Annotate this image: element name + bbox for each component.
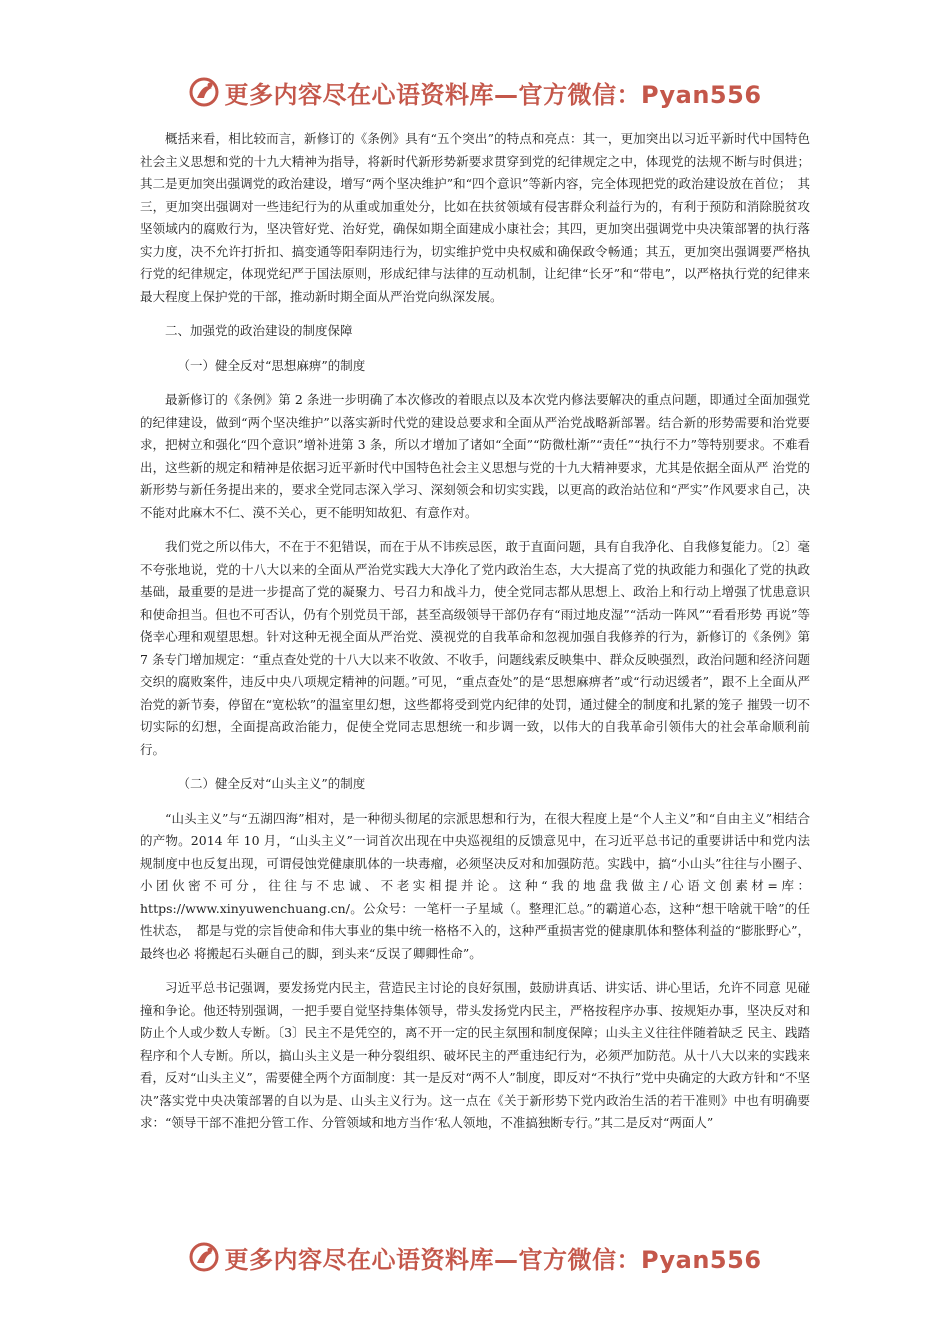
paragraph: 概括来看，相比较而言，新修订的《条例》具有“五个突出”的特点和亮点：其一，更加突出以习近平新时代中国特色社会主义思想和党的十九大精神为指导，将新时代新形势新要求贯穿到党的纪律规定之中，体现党的法规不断与时俱进；其二是更加突出强调党的政治建设，增写“两个坚决维护”和“四个意识”等新内容，完全体现把党的政治建设放在首位； 其三，更加突出强调对一些违纪行为的从重或加重处分，比如在扶贫领域有侵害群众利益行为的，有利于预防和消除脱贫攻坚领域内的腐败行为，坚决管好党、治好党，确保如期全面建成小康社会；其四，更加突出强调党中央决策部署的执行落实力度，决不允许打折扣、搞变通等阳奉阴违行为，切实维护党中央权威和确保政令畅通；其五，更加突出强调要严格执行党的纪律规定，体现党纪严于国法原则，形成纪律与法律的互动机制，让纪律“长牙”和“带电”，以严格执行党的纪律来最大程度上保护党的干部，推动新时期全面从严治党向纵深发展。 (140, 131, 810, 304)
paragraph: 习近平总书记强调，要发扬党内民主，营造民主讨论的良好氛围，鼓励讲真话、讲实话、讲心里话，允许不同意 见碰撞和争论。他还特别强调，一把手要自觉坚持集体领导，带头发扬党内民主，严格按程序办事、按规矩办事，坚决反对和防止个人或少数人专断。〔3〕民主不是凭空的，离不开一定的民主氛围和制度保障；山头主义往往伴随着缺乏 民主、践踏程序和个人专断。所以，搞山头主义是一种分裂组织、破坏民主的严重违纪行为，必须严加防范。从十八大以来的实践来看，反对“山头主义”，需要健全两个方面制度：其一是反对“两不人”制度，即反对“不执行”党中央确定的大政方针和“不坚决”落实党中央决策部署的自以为是、山头主义行为。这一点在《关于新形势下党内政治生活的若干准则》中也有明确要求：“领导干部不准把分管工作、分管领域和地方当作‘私人领地，不准搞独断专行。”其二是反对“两面人” (140, 980, 810, 1130)
paragraph: 我们党之所以伟大，不在于不犯错误，而在于从不讳疾忌医，敢于直面问题，具有自我净化、自我修复能力。〔2〕毫不夸张地说，党的十八大以来的全面从严治党实践大大净化了党内政治生态，大大提高了党的执政能力和强化了党的执政基础，最重要的是进一步提高了党的凝聚力、号召力和战斗力，使全党同志都从思想上、政治上和行动上增强了忧患意识和使命担当。但也不可否认，仍有个别党员干部，甚至高级领导干部仍存有“雨过地皮湿”“活动一阵风”“看看形势 再说”等侥幸心理和观望思想。针对这种无视全面从严治党、漠视党的自我革命和忽视加强自我修养的行为，新修订的《条例》第 7 条专门增加规定：“重点查处党的十八大以来不收敛、不收手，问题线索反映集中、群众反映强烈，政治问题和经济问题交织的腐败案件，违反中央八项规定精神的问题。”可见，“重点查处”的是“思想麻痹者”或“行动迟缓者”，跟不上全面从严治党的新节奏，停留在“宽松软”的温室里幻想，这些都将受到党内纪律的处罚，通过健全的制度和扎紧的笼子 摧毁一切不切实际的幻想，全面提高政治能力，促使全党同志思想统一和步调一致，以伟大的自我革命引领伟大的社会革命顺利前行。 (140, 539, 810, 757)
logo-icon (188, 76, 220, 108)
banner-text: 更多内容尽在心语资料库—官方微信：Pyan556 (224, 1245, 762, 1274)
subsection-heading: （一）健全反对“思想麻痹”的制度 (177, 357, 366, 373)
document-body (140, 128, 810, 1147)
header-watermark-banner (0, 72, 950, 112)
logo-icon (188, 1241, 220, 1273)
paragraph: “山头主义”与“五湖四海”相对，是一种彻头彻尾的宗派思想和行为，在很大程度上是“个人主义”和“自由主义”相结合的产物。2014 年 10 月，“山头主义”一词首次出现在中央巡视组的反馈意见中，在习近平总书记的重要讲话中和党内法规制度中也反复出现，可谓侵蚀党健康肌体的一块毒瘤，必须坚决反对和加强防范。实践中，搞“小山头”往往与小圈子、小团伙密不可分，往往与不忠诚、不老实相提并论。这种“我的地盘我做主/心语文创素材=库：https://www.xinyuwenchuang.cn/。公众号：一笔杆一子星域（。整理汇总。”的霸道心态，这种“想干啥就干啥”的任性状态， 都是与党的宗旨使命和伟大事业的集中统一格格不入的，这种严重损害党的健康肌体和整体利益的“膨胀野心”，最终也必 将搬起石头砸自己的脚，到头来“反误了卿卿性命”。 (140, 810, 810, 961)
section-heading: 二、加强党的政治建设的制度保障 (165, 323, 353, 338)
footer-watermark-banner (0, 1237, 950, 1277)
banner-text: 更多内容尽在心语资料库—官方微信：Pyan556 (224, 80, 762, 109)
subsection-heading: （二）健全反对“山头主义”的制度 (177, 776, 366, 791)
paragraph: 最新修订的《条例》第 2 条进一步明确了本次修改的着眼点以及本次党内修法要解决的重点问题，即通过全面加强党的纪律建设，做到“两个坚决维护”以落实新时代党的建设总要求和全面从严治党战略新部署。结合新的形势需要和治党要求，把树立和强化“四个意识”增补进第 3 条，所以才增加了诸如“全面”“防微杜渐”“责任”“执行不力”等特别要求。不难看出，这些新的规定和精神是依据习近平新时代中国特色社会主义思想与党的十九大精神要求，尤其是依据全面从严 治党的新形势与新任务提出来的，要求全党同志深入学习、深刻领会和切实实践，以更高的政治站位和“严实”作风要求自己，决不能对此麻木不仁、漠不关心，更不能明知故犯、有意作对。 (140, 392, 810, 520)
